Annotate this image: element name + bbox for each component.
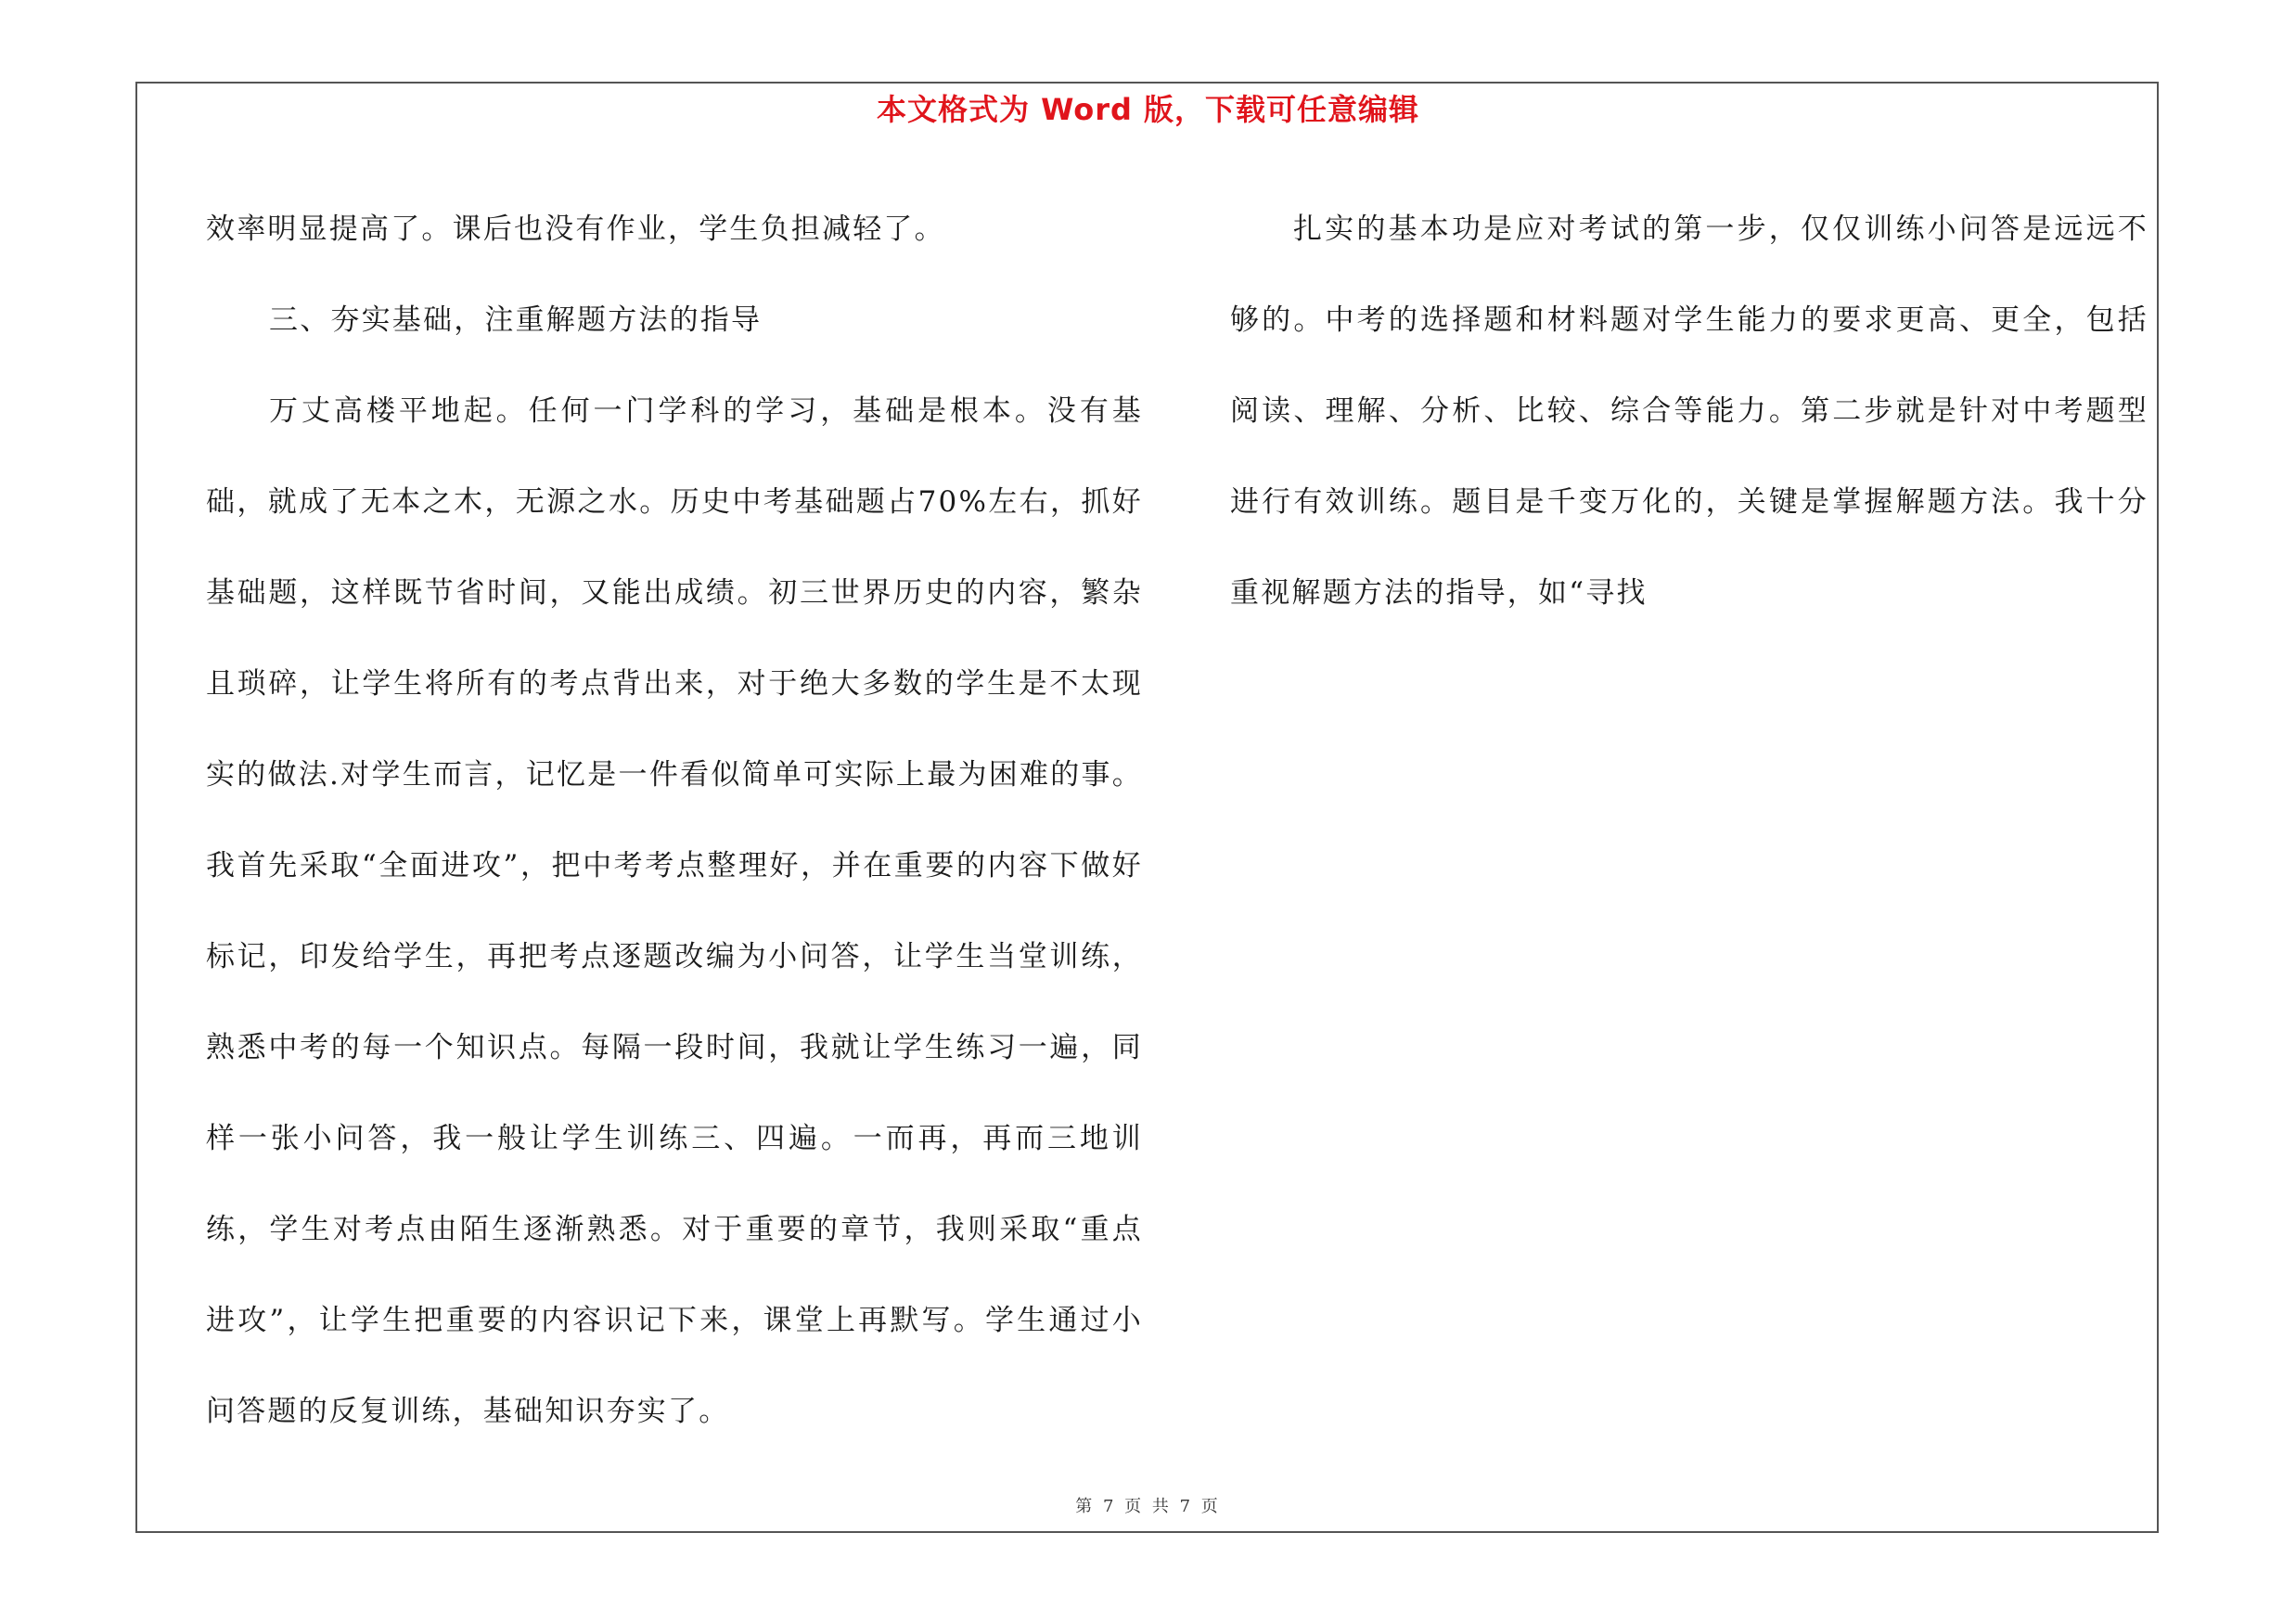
section-heading: 三、夯实基础，注重解题方法的指导 <box>269 303 763 337</box>
footer-prefix: 第 <box>1075 1497 1096 1516</box>
format-banner: 本文格式为 Word 版，下载可任意编辑 <box>876 92 1420 127</box>
footer-total-pages: 7 <box>1179 1497 1194 1516</box>
paragraph-methods: 扎实的基本功是应对考试的第一步，仅仅训练小问答是远远不够的。中考的选择题和材料题对学生能力的要求更高、更全，包括阅读、理解、分析、比较、综合等能力。第二步就是针对中考题型进行有效训练。题目是千变万化的，关键是掌握解题方法。我十分重视解题方法的指导，如“寻找 <box>1230 213 2148 610</box>
footer-middle: 页 共 <box>1124 1497 1172 1516</box>
paragraph-foundation: 万丈高楼平地起。任何一门学科的学习，基础是根本。没有基础，就成了无本之木，无源之水。历史中考基础题占70%左右，抓好基础题，这样既节省时间，又能出成绩。初三世界历史的内容，繁杂且琐碎，让学生将所有的考点背出来，对于绝大多数的学生是不太现实的做法.对学生而言，记忆是一件看似简单可实际上最为困难的事。我首先采取“全面进攻”，把中考考点整理好，并在重要的内容下做好标记，印发给学生，再把考点逐题改编为小问答，让学生当堂训练，熟悉中考的每一个知识点。每隔一段时间，我就让学生练习一遍，同样一张小问答，我一般让学生训练三、四遍。一而再，再而三地训练，学生对考点由陌生逐渐熟悉。对于重要的章节，我则采取“重点进攻”，让学生把重要的内容识记下来，课堂上再默写。学生通过小问答题的反复训练，基础知识夯实了。 <box>206 394 1143 1428</box>
right-column <box>1230 184 2148 638</box>
footer-suffix: 页 <box>1200 1497 1221 1516</box>
paragraph-continuation: 效率明显提高了。课后也没有作业，学生负担减轻了。 <box>206 213 945 246</box>
footer-page-number: 7 <box>1102 1497 1117 1516</box>
page-footer <box>0 1496 2296 1518</box>
left-column <box>206 184 1143 1457</box>
